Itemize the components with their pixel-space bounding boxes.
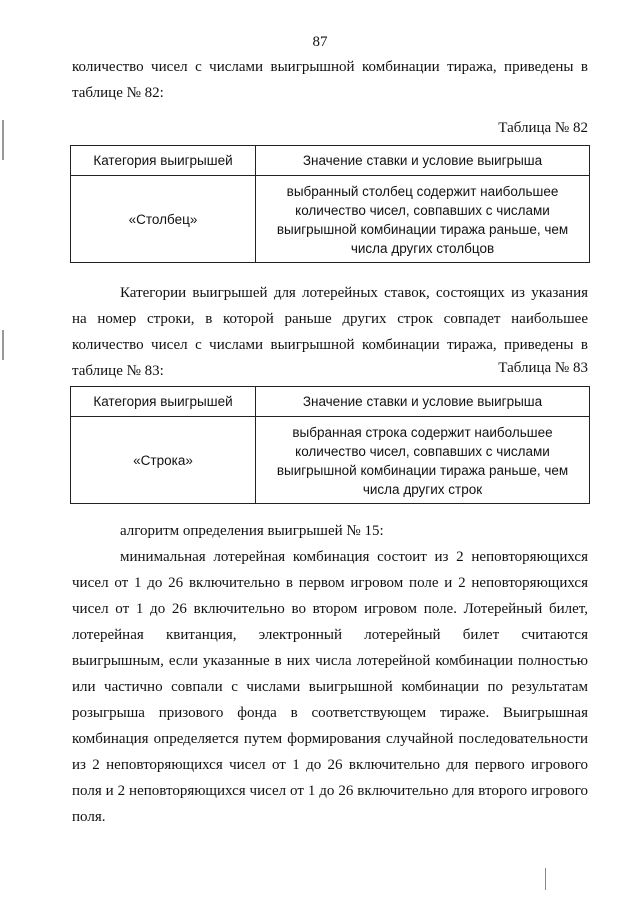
scan-edge-mark [2, 120, 4, 160]
middle-paragraph: Категории выигрышей для лотерейных ставок, состоящих из указания на номер строки, в которой раньше других строк совпадет наибольшее количество чисел с числами выигрышной комбинации тиража, приведены в таблице № 83: [72, 285, 588, 379]
table-cell-category: «Строка» [71, 417, 256, 504]
algorithm-paragraph: минимальная лотерейная комбинация состоит из 2 неповторяющихся чисел от 1 до 26 включительно в первом игровом поле и 2 неповторяющихся чисел от 1 до 26 включительно во втором игровом поле. Лотерейный билет, лотерейная квитанция, электронный лотерейный билет считаются выигрышным, если указанные в них числа лотерейной комбинации полностью или частично совпали с числами выигрышной комбинации по результатам розыгрыша призового фонда в соответствующем тираже. Выигрышная комбинация определяется путем формирования случайной последовательности из 2 неповторяющихся чисел от 1 до 26 включительно для первого игрового поля и 2 неповторяющихся чисел от 1 до 26 включительно для второго игрового поля. [72, 549, 588, 825]
table-82 [70, 145, 590, 263]
table-row [71, 176, 590, 263]
table-cell-category: «Столбец» [71, 176, 256, 263]
table-83-caption: Таблица № 83 [498, 360, 588, 376]
table-82-caption: Таблица № 82 [498, 120, 588, 136]
table-83 [70, 386, 590, 504]
scan-edge-mark [2, 330, 4, 360]
table-cell-condition: выбранный столбец содержит наибольшее количество чисел, совпавших с числами выигрышной комбинации тиража раньше, чем числа других столбцов [256, 176, 590, 263]
table-header-row [71, 387, 590, 417]
table-header-condition: Значение ставки и условие выигрыша [256, 146, 590, 176]
table-header-condition: Значение ставки и условие выигрыша [256, 387, 590, 417]
scan-edge-mark [545, 868, 546, 890]
table-header-row [71, 146, 590, 176]
table-cell-condition: выбранная строка содержит наибольшее количество чисел, совпавших с числами выигрышной комбинации тиража раньше, чем числа других строк [256, 417, 590, 504]
page-number: 87 [312, 34, 328, 50]
algorithm-heading: алгоритм определения выигрышей № 15: [120, 523, 384, 539]
table-header-category: Категория выигрышей [71, 146, 256, 176]
table-header-category: Категория выигрышей [71, 387, 256, 417]
intro-paragraph: количество чисел с числами выигрышной комбинации тиража, приведены в таблице № 82: [72, 59, 588, 101]
table-row [71, 417, 590, 504]
